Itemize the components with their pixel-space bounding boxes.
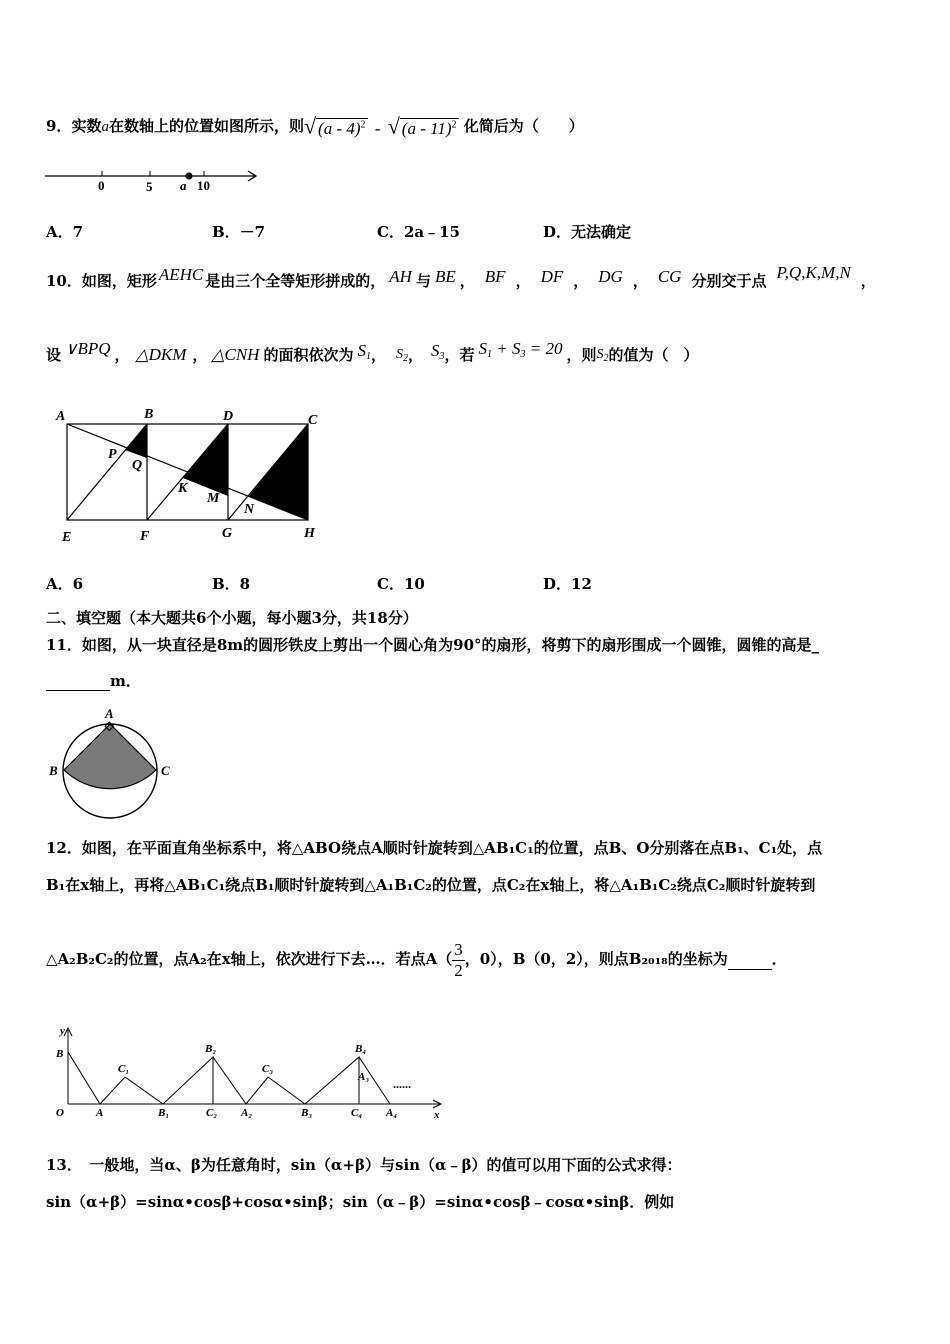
q11-label-c: C	[161, 763, 170, 778]
q12-label-b1: B₁	[158, 1107, 170, 1119]
q10-label-k: K	[178, 481, 188, 496]
q12-label-y: y	[60, 1025, 65, 1037]
q12-label-a2: A₂	[241, 1107, 253, 1119]
q9-tick-10: 10	[197, 178, 210, 193]
q10-label-c: C	[308, 413, 318, 428]
q10-s2-label: $S_2$	[395, 347, 408, 364]
q10-seg-cg: CG	[657, 267, 682, 286]
q10-equation: $S_1 + S_3 = 20$	[478, 339, 563, 360]
q10-label-h: H	[304, 526, 315, 541]
q12-line3-b: ，0），B（0，2），则点B₂₀₁₈的坐标为	[464, 950, 728, 968]
q10-stem-line1: 10．如图，矩形 AEHC 是由三个全等矩形拼成的， AH 与 BE ， BF ， DF ， DG ， CG 分别交于点 P,Q,K,M,N ，	[46, 263, 876, 290]
q12-label-b: B	[56, 1048, 64, 1060]
q10-label-g: G	[222, 526, 233, 541]
q12-label-c2: C₂	[206, 1107, 218, 1119]
q12-label-a3: A₃	[358, 1071, 370, 1083]
q10-text-h: 的值为（ ）	[608, 346, 699, 364]
q9-option-d[interactable]: D．无法确定	[543, 223, 632, 241]
q12-label-o: O	[56, 1107, 64, 1119]
q11-line1: 11．如图，从一块直径是8m的圆形铁皮上剪出一个圆心角为90°的扇形，将剪下的扇形围成一个圆锥，圆锥的高是_	[46, 636, 820, 654]
q9-text-a: 实数	[71, 116, 102, 135]
q13-line2: sin（α+β）=sinα•cosβ+cosα•sinβ；sin（α﹣β）=sinα•cosβ﹣cosα•sinβ．例如	[46, 1193, 675, 1211]
q9-number: 9．	[46, 116, 72, 135]
q10-figure	[50, 400, 335, 550]
q10-label-p: P	[108, 447, 117, 462]
q9-point-a	[186, 173, 193, 180]
q10-rect: AEHC	[158, 265, 204, 284]
q11-label-a: A	[105, 706, 114, 721]
q12-label-c1: C₁	[118, 1063, 130, 1075]
q10-s1-label: $S_1$	[357, 341, 371, 362]
q9-exp1: 2	[360, 119, 366, 130]
q12-ellipsis: ......	[393, 1077, 411, 1091]
q9-tick-0: 0	[98, 178, 105, 193]
q9-stem	[46, 113, 584, 137]
q12-line3-a: △A₂B₂C₂的位置，点A₂在x轴上，依次进行下去…．若点A（	[46, 950, 453, 968]
q11-unit: m．	[110, 672, 141, 690]
q10-label-e: E	[62, 530, 72, 545]
q9-minus: -	[374, 118, 381, 138]
q9-option-c[interactable]: C．2a﹣15	[377, 223, 460, 241]
q10-stem-line2: 设 ∨BPQ ， △DKM ， △CNH 的面积依次为 $S_1$， $S_2$， $S_3$，若 $S_1 + S_3 = 20$ ，则$S_2$的值为（ ）	[46, 339, 699, 364]
q10-option-a[interactable]: A．6	[46, 575, 84, 593]
q12-label-b3: B₃	[301, 1107, 313, 1119]
q10-text-e: 的面积依次为	[263, 346, 354, 364]
q12-answer-blank[interactable]	[728, 951, 772, 970]
q9-tick-5: 5	[146, 179, 153, 194]
q12-figure	[48, 1022, 460, 1134]
q10-points: P,Q,K,M,N	[776, 263, 851, 282]
q10-with: 与	[415, 272, 431, 290]
q13-line1: 13． 一般地，当α、β为任意角时，sin（α+β）与sin（α﹣β）的值可以用下面的公式求得：	[46, 1156, 682, 1174]
q12-line1: 12．如图，在平面直角坐标系中，将△ABO绕点A顺时针旋转到△AB₁C₁的位置，点B、O分别落在点B₁、C₁处，点	[46, 839, 823, 857]
q12-line3	[46, 936, 787, 982]
q10-label-d: D	[223, 409, 234, 424]
q9-sqrt-expr: √ (a - 4)$^2$ - √ (a - 11)$^2$	[303, 113, 457, 139]
q9-number-line	[40, 162, 270, 196]
q10-text-c: 分别交于点	[691, 272, 767, 290]
q12-frac-den: 2	[454, 960, 463, 980]
q9-text-c: 化简后为（ ）	[463, 116, 584, 135]
q9-exp2: 2	[451, 119, 457, 130]
q9-option-b[interactable]: B．－7	[212, 223, 266, 241]
q10-label-m: M	[207, 491, 220, 506]
q10-tri-bpq: ∨BPQ	[65, 339, 111, 358]
q10-s2-target: $S_2$	[596, 347, 609, 364]
q9-text-b: 在数轴上的位置如图所示，则	[108, 116, 304, 135]
q10-label-n: N	[244, 502, 255, 517]
q10-tri-cnh: △CNH	[211, 345, 260, 364]
q10-number: 10．	[46, 272, 82, 290]
q12-label-b2: B₂	[205, 1043, 217, 1055]
q12-label-a: A	[96, 1107, 104, 1119]
q9-var-a: a	[101, 118, 109, 135]
q10-option-c[interactable]: C．10	[377, 575, 425, 593]
q11-label-b: B	[49, 763, 58, 778]
q10-option-b[interactable]: B．8	[212, 575, 251, 593]
q10-tri-dkm: △DKM	[135, 345, 187, 364]
q12-line2: B₁在x轴上，再将△AB₁C₁绕点B₁顺时针旋转到△A₁B₁C₂的位置，点C₂在x轴上，将△A₁B₁C₂绕点C₂顺时针旋转到	[46, 876, 816, 894]
q9-expr1: (a - 4)	[318, 118, 361, 138]
q9-tick-a: a	[180, 178, 187, 193]
q10-s3-label: $S_3$	[430, 341, 445, 362]
q10-label-b: B	[144, 407, 154, 422]
q10-label-f: F	[140, 529, 150, 544]
q10-label-q: Q	[132, 458, 143, 473]
q10-seg-dg: DG	[598, 267, 623, 286]
q10-seg-be: BE	[434, 267, 456, 286]
q10-seg-df: DF	[540, 267, 564, 286]
q10-option-d[interactable]: D．12	[543, 575, 592, 593]
q12-label-x: x	[434, 1109, 440, 1121]
q11-sector	[64, 724, 156, 789]
q10-shaded-bpq	[125, 424, 147, 458]
q12-rotation-path	[68, 1052, 390, 1104]
q10-text-f: ，若	[444, 346, 475, 364]
q12-label-c4: C₄	[351, 1107, 363, 1119]
q11-line2	[46, 670, 141, 691]
q9-expr2: (a - 11)	[401, 118, 452, 138]
q11-answer-blank[interactable]	[46, 672, 110, 691]
q10-label-a: A	[56, 409, 66, 424]
section2-title: 二、填空题（本大题共6个小题，每小题3分，共18分）	[46, 609, 418, 627]
q12-label-a4: A₄	[386, 1107, 398, 1119]
q10-shaded-cnh	[249, 424, 308, 520]
q10-text-g: ，则	[566, 346, 597, 364]
q12-label-c3: C₃	[262, 1063, 274, 1075]
q10-seg-ah: AH	[389, 267, 412, 286]
q12-line3-c: ．	[771, 950, 787, 968]
q10-text-a: 如图，矩形	[81, 272, 157, 290]
q10-text-b: 是由三个全等矩形拼成的，	[205, 272, 386, 290]
q10-text-d: 设	[46, 346, 62, 364]
q10-shaded-dkm	[183, 424, 228, 496]
q11-figure	[44, 704, 184, 822]
q9-option-a[interactable]: A．7	[46, 223, 84, 241]
q10-seg-bf: BF	[484, 267, 506, 286]
q10-comma: ，	[860, 272, 876, 290]
q12-label-b4: B₄	[355, 1043, 367, 1055]
q12-frac-num: 3	[454, 939, 463, 959]
q12-fraction	[452, 940, 465, 981]
